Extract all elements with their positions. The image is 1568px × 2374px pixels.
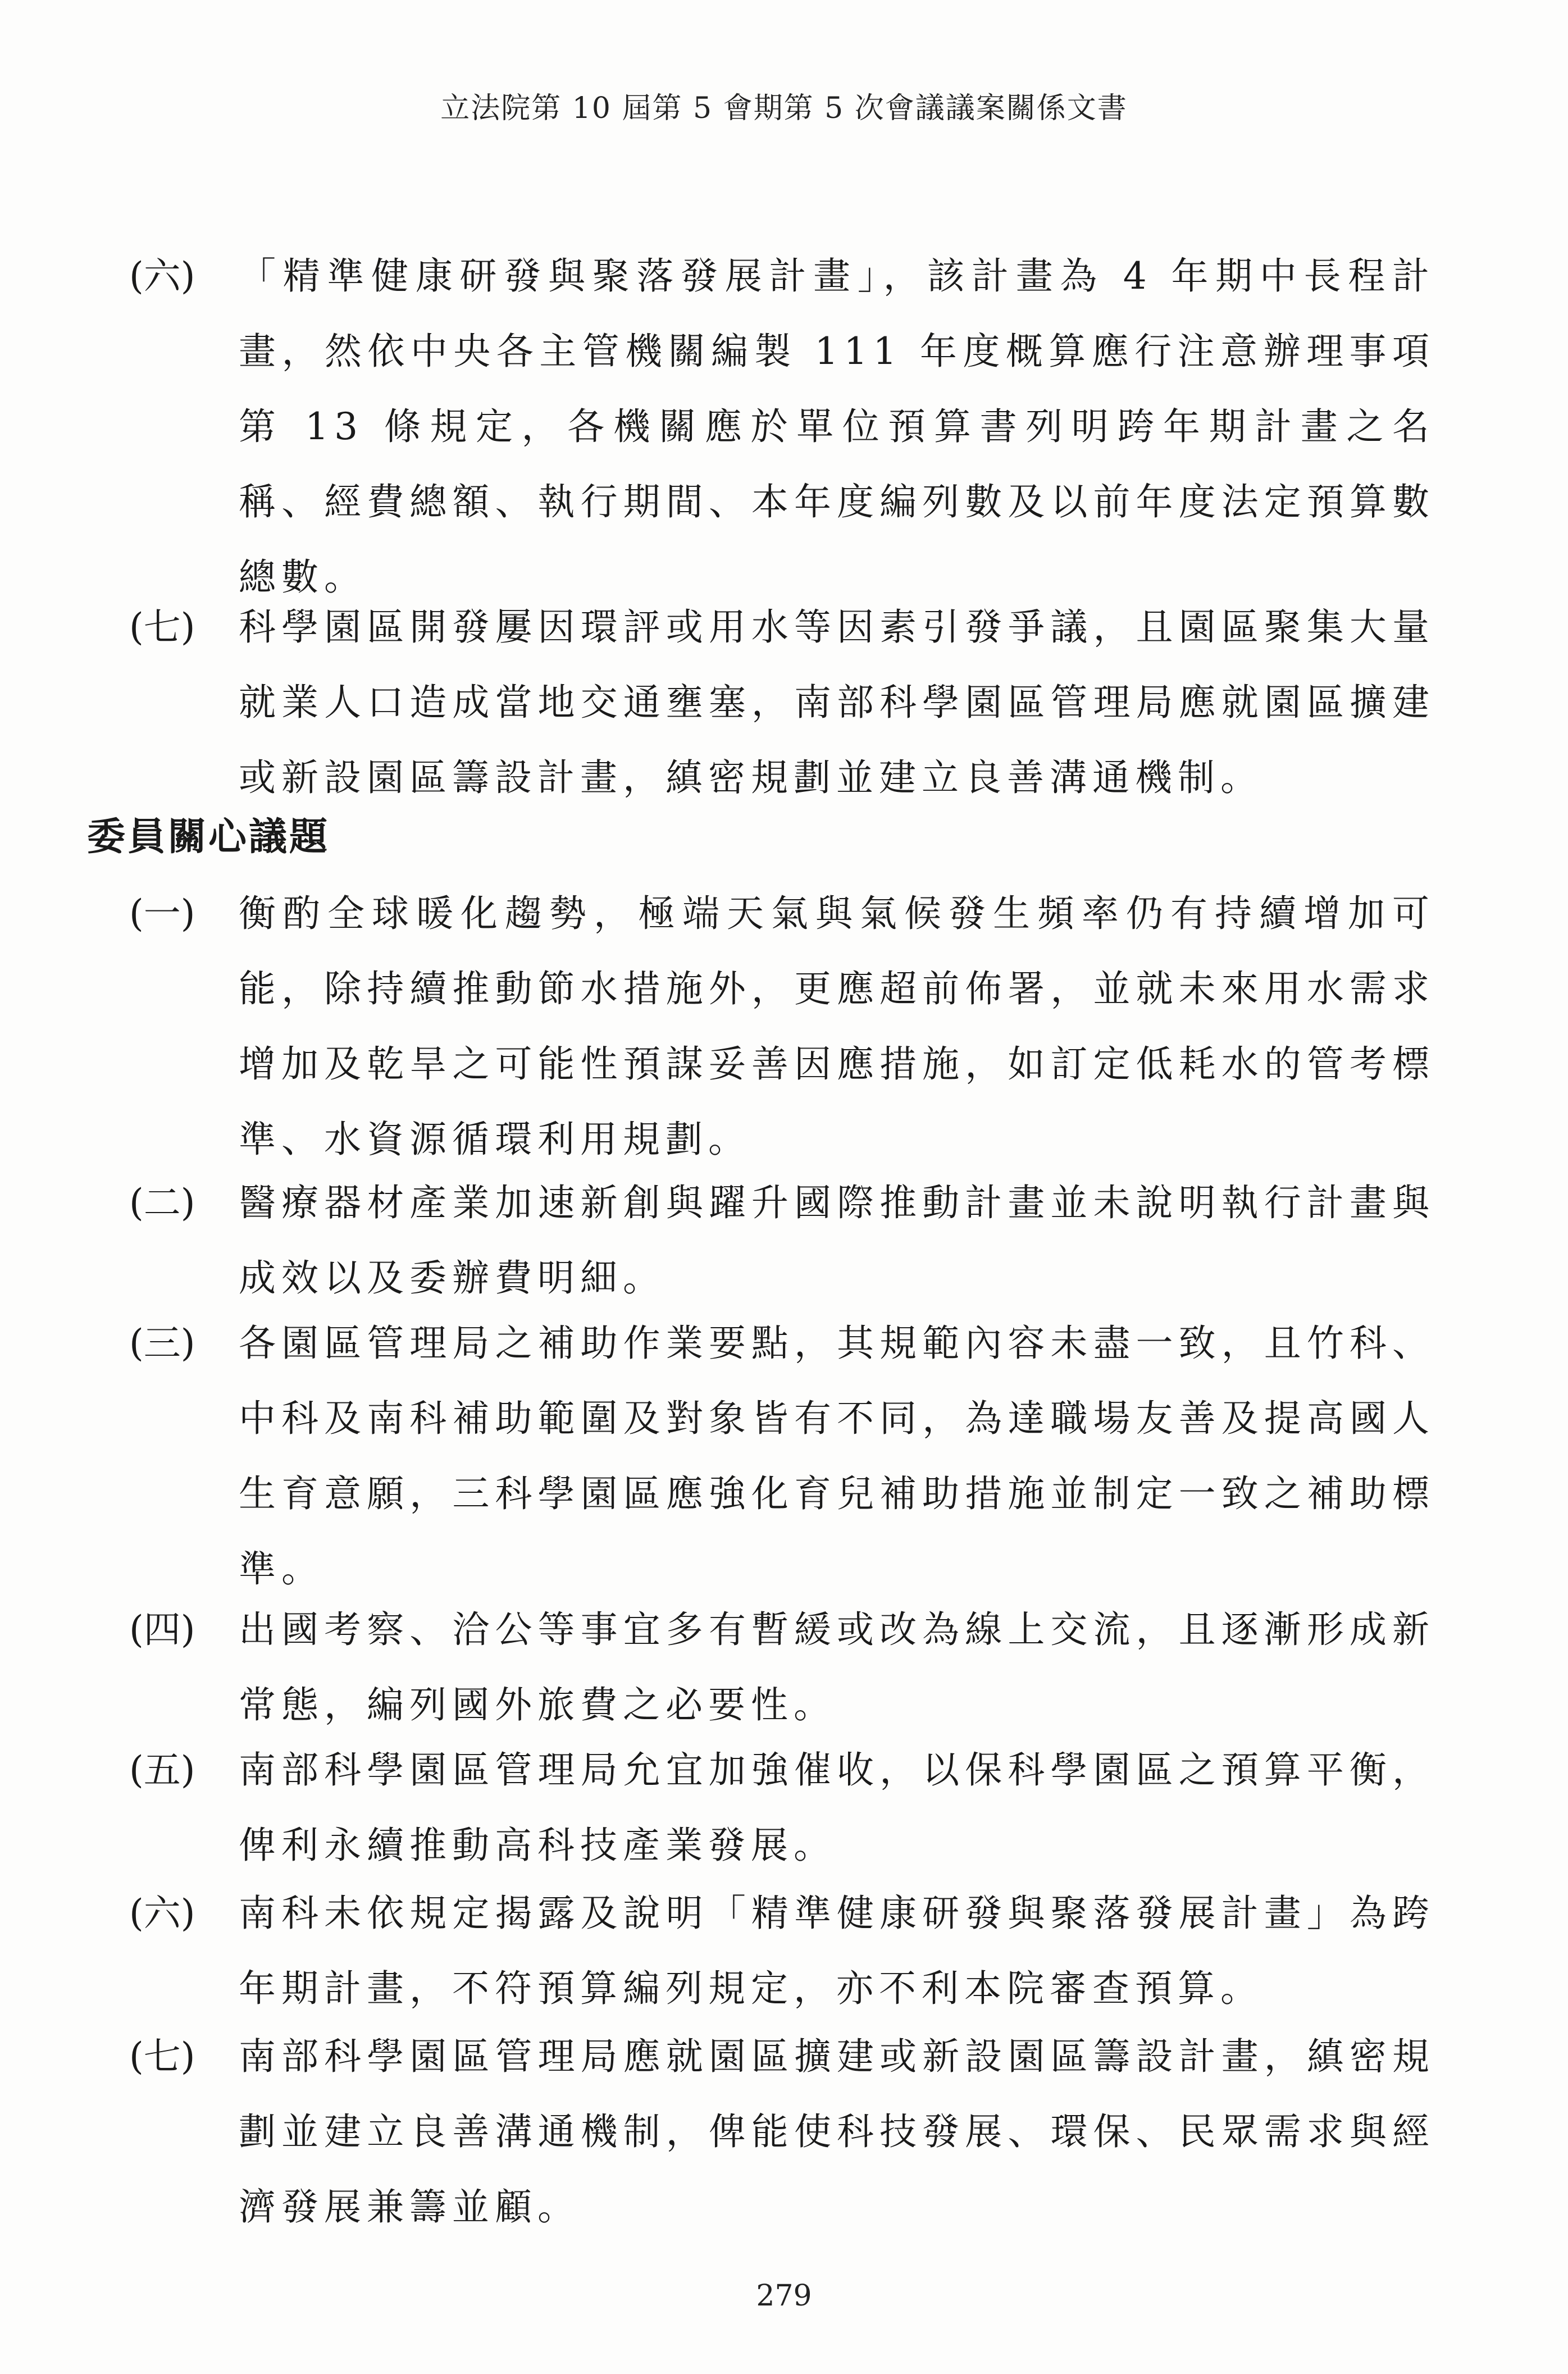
item-number: (二) — [129, 1181, 195, 1224]
item-number: (六) — [129, 254, 195, 298]
item-number: (一) — [129, 892, 195, 935]
item-text: 衡酌全球暖化趨勢，極端天氣與氣候發生頻率仍有持續增加可能，除持續推動節水措施外，更應超前佈署，並就未來用水需求增加及乾旱之可能性預謀妥善因應措施，如訂定低耗水的管考標準、水資源循環利用規劃。 — [239, 892, 1435, 1161]
item-text: 醫療器材產業加速新創與躍升國際推動計畫並未說明執行計畫與成效以及委辦費明細。 — [239, 1181, 1435, 1300]
item-text: 南部科學園區管理局應就園區擴建或新設園區籌設計畫，縝密規劃並建立良善溝通機制，俾能使科技發展、環保、民眾需求與經濟發展兼籌並顧。 — [239, 2035, 1435, 2229]
item-text: 南科未依規定揭露及說明「精準健康研發與聚落發展計畫」為跨年期計畫，不符預算編列規定，亦不利本院審查預算。 — [239, 1892, 1435, 2010]
item-number: (六) — [129, 1892, 195, 1935]
item-number: (五) — [129, 1748, 195, 1792]
item-number: (七) — [129, 2035, 195, 2078]
item-text: 南部科學園區管理局允宜加強催收，以保科學園區之預算平衡，俾利永續推動高科技產業發展。 — [239, 1748, 1435, 1867]
item-text: 科學園區開發屢因環評或用水等因素引發爭議，且園區聚集大量就業人口造成當地交通壅塞，南部科學園區管理局應就園區擴建或新設園區籌設計畫，縝密規劃並建立良善溝通機制。 — [239, 605, 1435, 799]
item-text: 「精準健康研發與聚落發展計畫」，該計畫為 4 年期中長程計畫，然依中央各主管機關編製 111 年度概算應行注意辦理事項第 13 條規定，各機關應於單位預算書列明跨年期計畫之名稱、經費總額、執行期間、本年度編列數及以前年度法定預算數總數。 — [239, 254, 1435, 599]
item-number: (四) — [129, 1608, 195, 1651]
page-number: 279 — [756, 2279, 812, 2313]
item-text: 各園區管理局之補助作業要點，其規範內容未盡一致，且竹科、中科及南科補助範圍及對象皆有不同，為達職場友善及提高國人生育意願，三科學園區應強化育兒補助措施並制定一致之補助標準。 — [239, 1322, 1435, 1591]
section-title: 委員關心議題 — [87, 814, 330, 859]
page-header: 立法院第 10 屆第 5 會期第 5 次會議議案關係文書 — [440, 92, 1128, 125]
item-number: (七) — [129, 605, 195, 649]
item-text: 出國考察、洽公等事宜多有暫緩或改為線上交流，且逐漸形成新常態，編列國外旅費之必要性。 — [239, 1608, 1435, 1726]
item-number: (三) — [129, 1322, 195, 1365]
